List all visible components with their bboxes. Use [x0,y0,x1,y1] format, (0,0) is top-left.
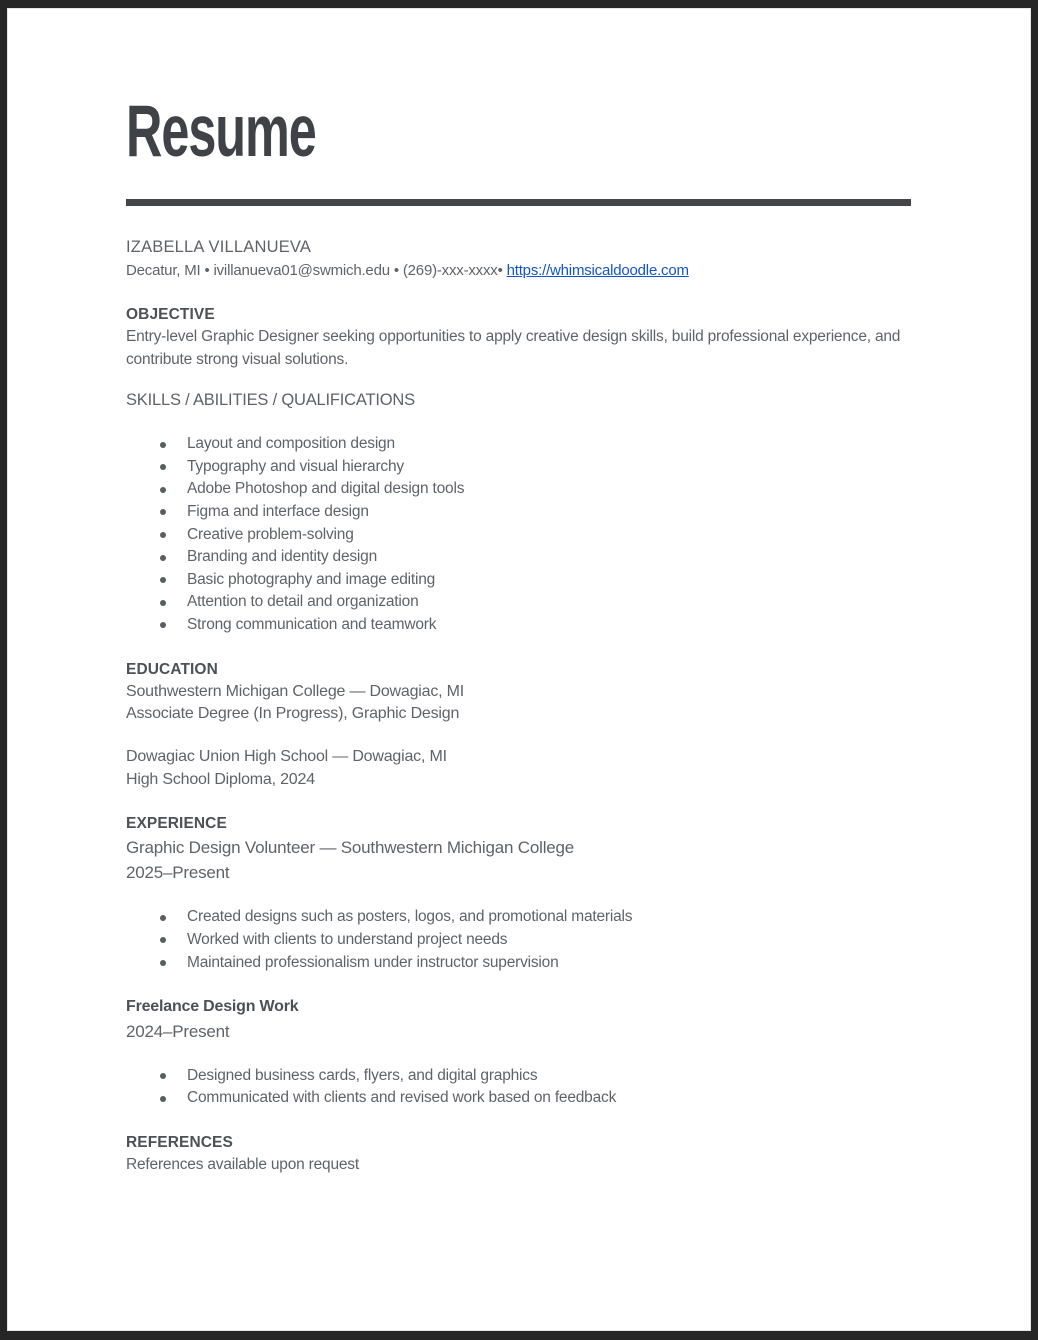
contact-separator: • [497,262,507,279]
references-text: References available upon request [126,1155,359,1173]
job-bullet-list [126,1065,912,1110]
job-bullet: Maintained professionalism under instructor supervision [126,952,912,975]
job-title: Freelance Design Work [126,998,299,1016]
skill-item: Typography and visual hierarchy [126,456,912,479]
skill-item: Strong communication and teamwork [126,614,912,637]
skill-item: Figma and interface design [126,501,912,524]
job-title: Graphic Design Volunteer — Southwestern Michigan College [126,838,575,858]
job-dates: 2025–Present [126,863,230,883]
resume-page [7,8,1031,1331]
section-heading-objective: OBJECTIVE [126,306,215,323]
section-heading-skills: SKILLS / ABILITIES / QUALIFICATIONS [126,391,415,410]
section-heading-experience: EXPERIENCE [126,815,227,833]
objective-text: Entry-level Graphic Designer seeking opportunities to apply creative design skills, build professional experience, and contribute strong visual solutions. [126,328,901,368]
contact-phone: (269)-xxx-xxxx [402,262,498,279]
section-heading-references: REFERENCES [126,1133,233,1151]
contact-location: Decatur, MI [126,262,201,279]
job-dates: 2024–Present [126,1021,230,1041]
contact-separator: • [200,262,214,279]
job-bullet: Communicated with clients and revised work based on feedback [126,1087,912,1110]
skills-list [126,433,912,636]
resume-content [126,92,912,1176]
experience-job [126,995,912,1110]
contact-separator: • [389,262,403,279]
education-degree: High School Diploma, 2024 [126,770,315,788]
title-divider-rule [126,199,911,206]
contact-email: ivillanueva01@swmich.edu [213,262,390,279]
job-bullet: Created designs such as posters, logos, and promotional materials [126,906,912,929]
section-heading-education: EDUCATION [126,660,218,678]
skill-item: Attention to detail and organization [126,591,912,614]
skill-item: Layout and composition design [126,433,912,456]
job-bullet: Designed business cards, flyers, and digital graphics [126,1065,912,1088]
skill-item: Basic photography and image editing [126,569,912,592]
document-title: Resume [126,91,316,172]
contact-line [126,259,912,282]
education-school: Southwestern Michigan College — Dowagiac, MI [126,682,465,700]
experience-job [126,835,912,974]
skill-item: Creative problem-solving [126,524,912,547]
website-link[interactable]: https://whimsicaldoodle.com [506,262,689,279]
skill-item: Adobe Photoshop and digital design tools [126,478,912,501]
skill-item: Branding and identity design [126,546,912,569]
job-bullet: Worked with clients to understand project needs [126,929,912,952]
person-name: IZABELLA VILLANUEVA [126,238,312,256]
education-entry [126,681,912,726]
education-degree: Associate Degree (In Progress), Graphic Design [126,705,460,723]
job-bullet-list [126,906,912,974]
education-entry [126,746,912,791]
education-school: Dowagiac Union High School — Dowagiac, MI [126,747,447,765]
